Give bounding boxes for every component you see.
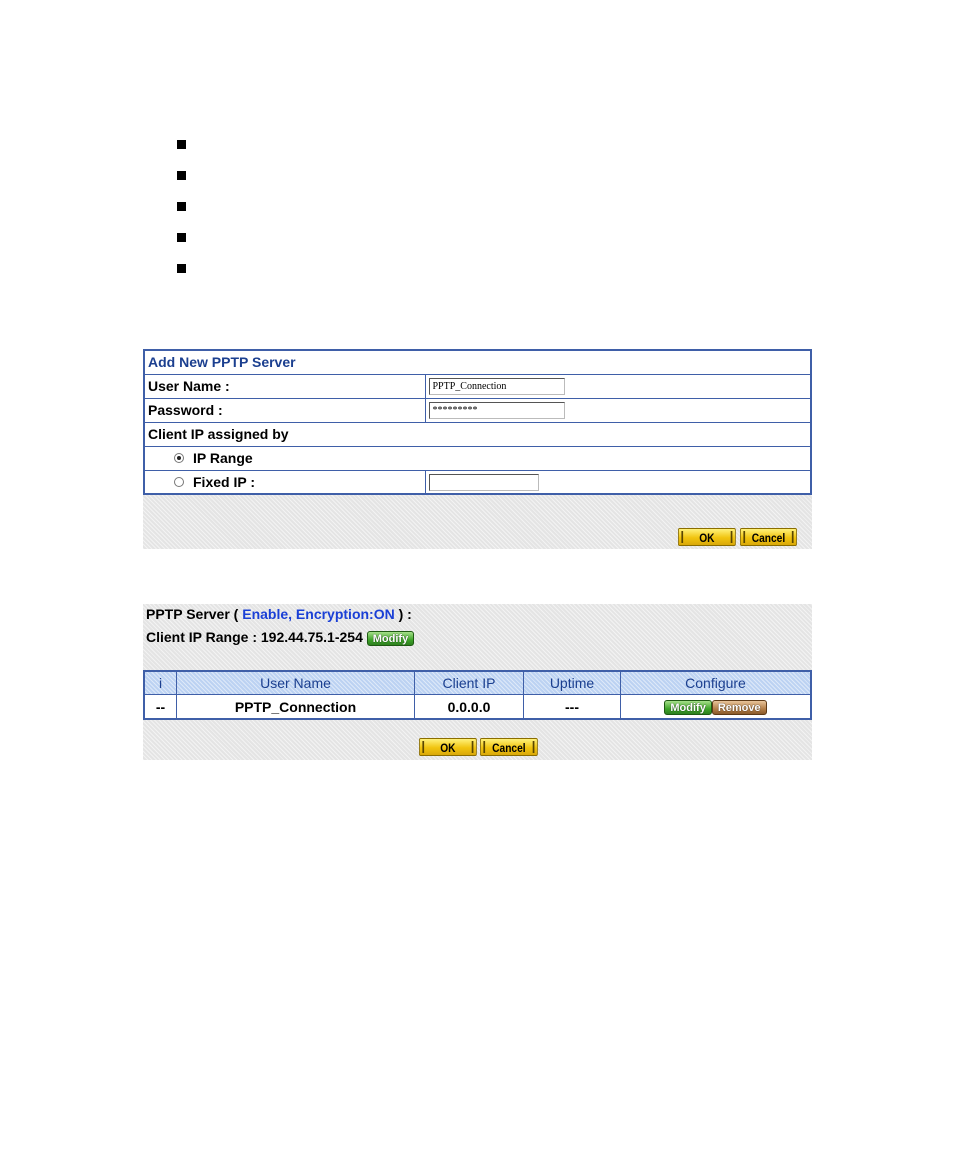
fixed-ip-label: Fixed IP :	[193, 473, 255, 490]
add-pptp-server-form	[143, 349, 812, 495]
table-header-row	[144, 671, 811, 695]
row-modify-button[interactable]: Modify	[664, 700, 711, 715]
row-uptime: ---	[524, 695, 621, 720]
ip-range-radio[interactable]	[174, 453, 184, 463]
col-header-uptime: Uptime	[524, 671, 621, 695]
col-header-configure: Configure	[621, 671, 812, 695]
password-label: Password :	[144, 398, 425, 422]
list-cancel-button[interactable]: Cancel	[480, 738, 538, 756]
server-status-line	[146, 606, 412, 622]
col-header-client-ip: Client IP	[415, 671, 524, 695]
username-cell	[425, 374, 811, 398]
ip-range-option[interactable]	[144, 446, 811, 470]
client-ip-range-line	[146, 629, 414, 646]
list-ok-button[interactable]: OK	[419, 738, 477, 756]
col-header-index: i	[144, 671, 177, 695]
row-username: PPTP_Connection	[177, 695, 415, 720]
form-title: Add New PPTP Server	[144, 350, 811, 374]
fixed-ip-option[interactable]	[144, 470, 425, 494]
bullet-marker	[177, 202, 186, 211]
form-cancel-button[interactable]: Cancel	[740, 528, 797, 546]
form-ok-button[interactable]: OK	[678, 528, 736, 546]
table-row	[144, 695, 811, 720]
pptp-server-status-panel	[143, 604, 812, 760]
col-header-username: User Name	[177, 671, 415, 695]
bullet-list	[177, 140, 186, 295]
username-input[interactable]	[429, 378, 565, 395]
fixed-ip-input[interactable]	[429, 474, 539, 491]
row-index: --	[144, 695, 177, 720]
pptp-user-table	[143, 670, 812, 720]
bullet-marker	[177, 233, 186, 242]
username-label: User Name :	[144, 374, 425, 398]
bullet-marker	[177, 264, 186, 273]
server-status-value: Enable, Encryption:ON	[242, 606, 395, 622]
range-modify-button[interactable]: Modify	[367, 631, 414, 646]
row-configure	[621, 695, 812, 720]
client-ip-label: Client IP assigned by	[144, 422, 811, 446]
password-input[interactable]	[429, 402, 565, 419]
server-status-prefix: PPTP Server (	[146, 606, 239, 622]
password-cell	[425, 398, 811, 422]
row-client-ip: 0.0.0.0	[415, 695, 524, 720]
bullet-marker	[177, 171, 186, 180]
ip-range-label: IP Range	[193, 450, 253, 466]
client-ip-range-text: Client IP Range : 192.44.75.1-254	[146, 629, 363, 645]
fixed-ip-cell	[425, 470, 811, 494]
fixed-ip-radio[interactable]	[174, 477, 184, 487]
server-status-suffix: ) :	[398, 606, 412, 622]
add-pptp-server-panel	[143, 349, 812, 549]
row-remove-button[interactable]: Remove	[712, 700, 767, 715]
bullet-marker	[177, 140, 186, 149]
